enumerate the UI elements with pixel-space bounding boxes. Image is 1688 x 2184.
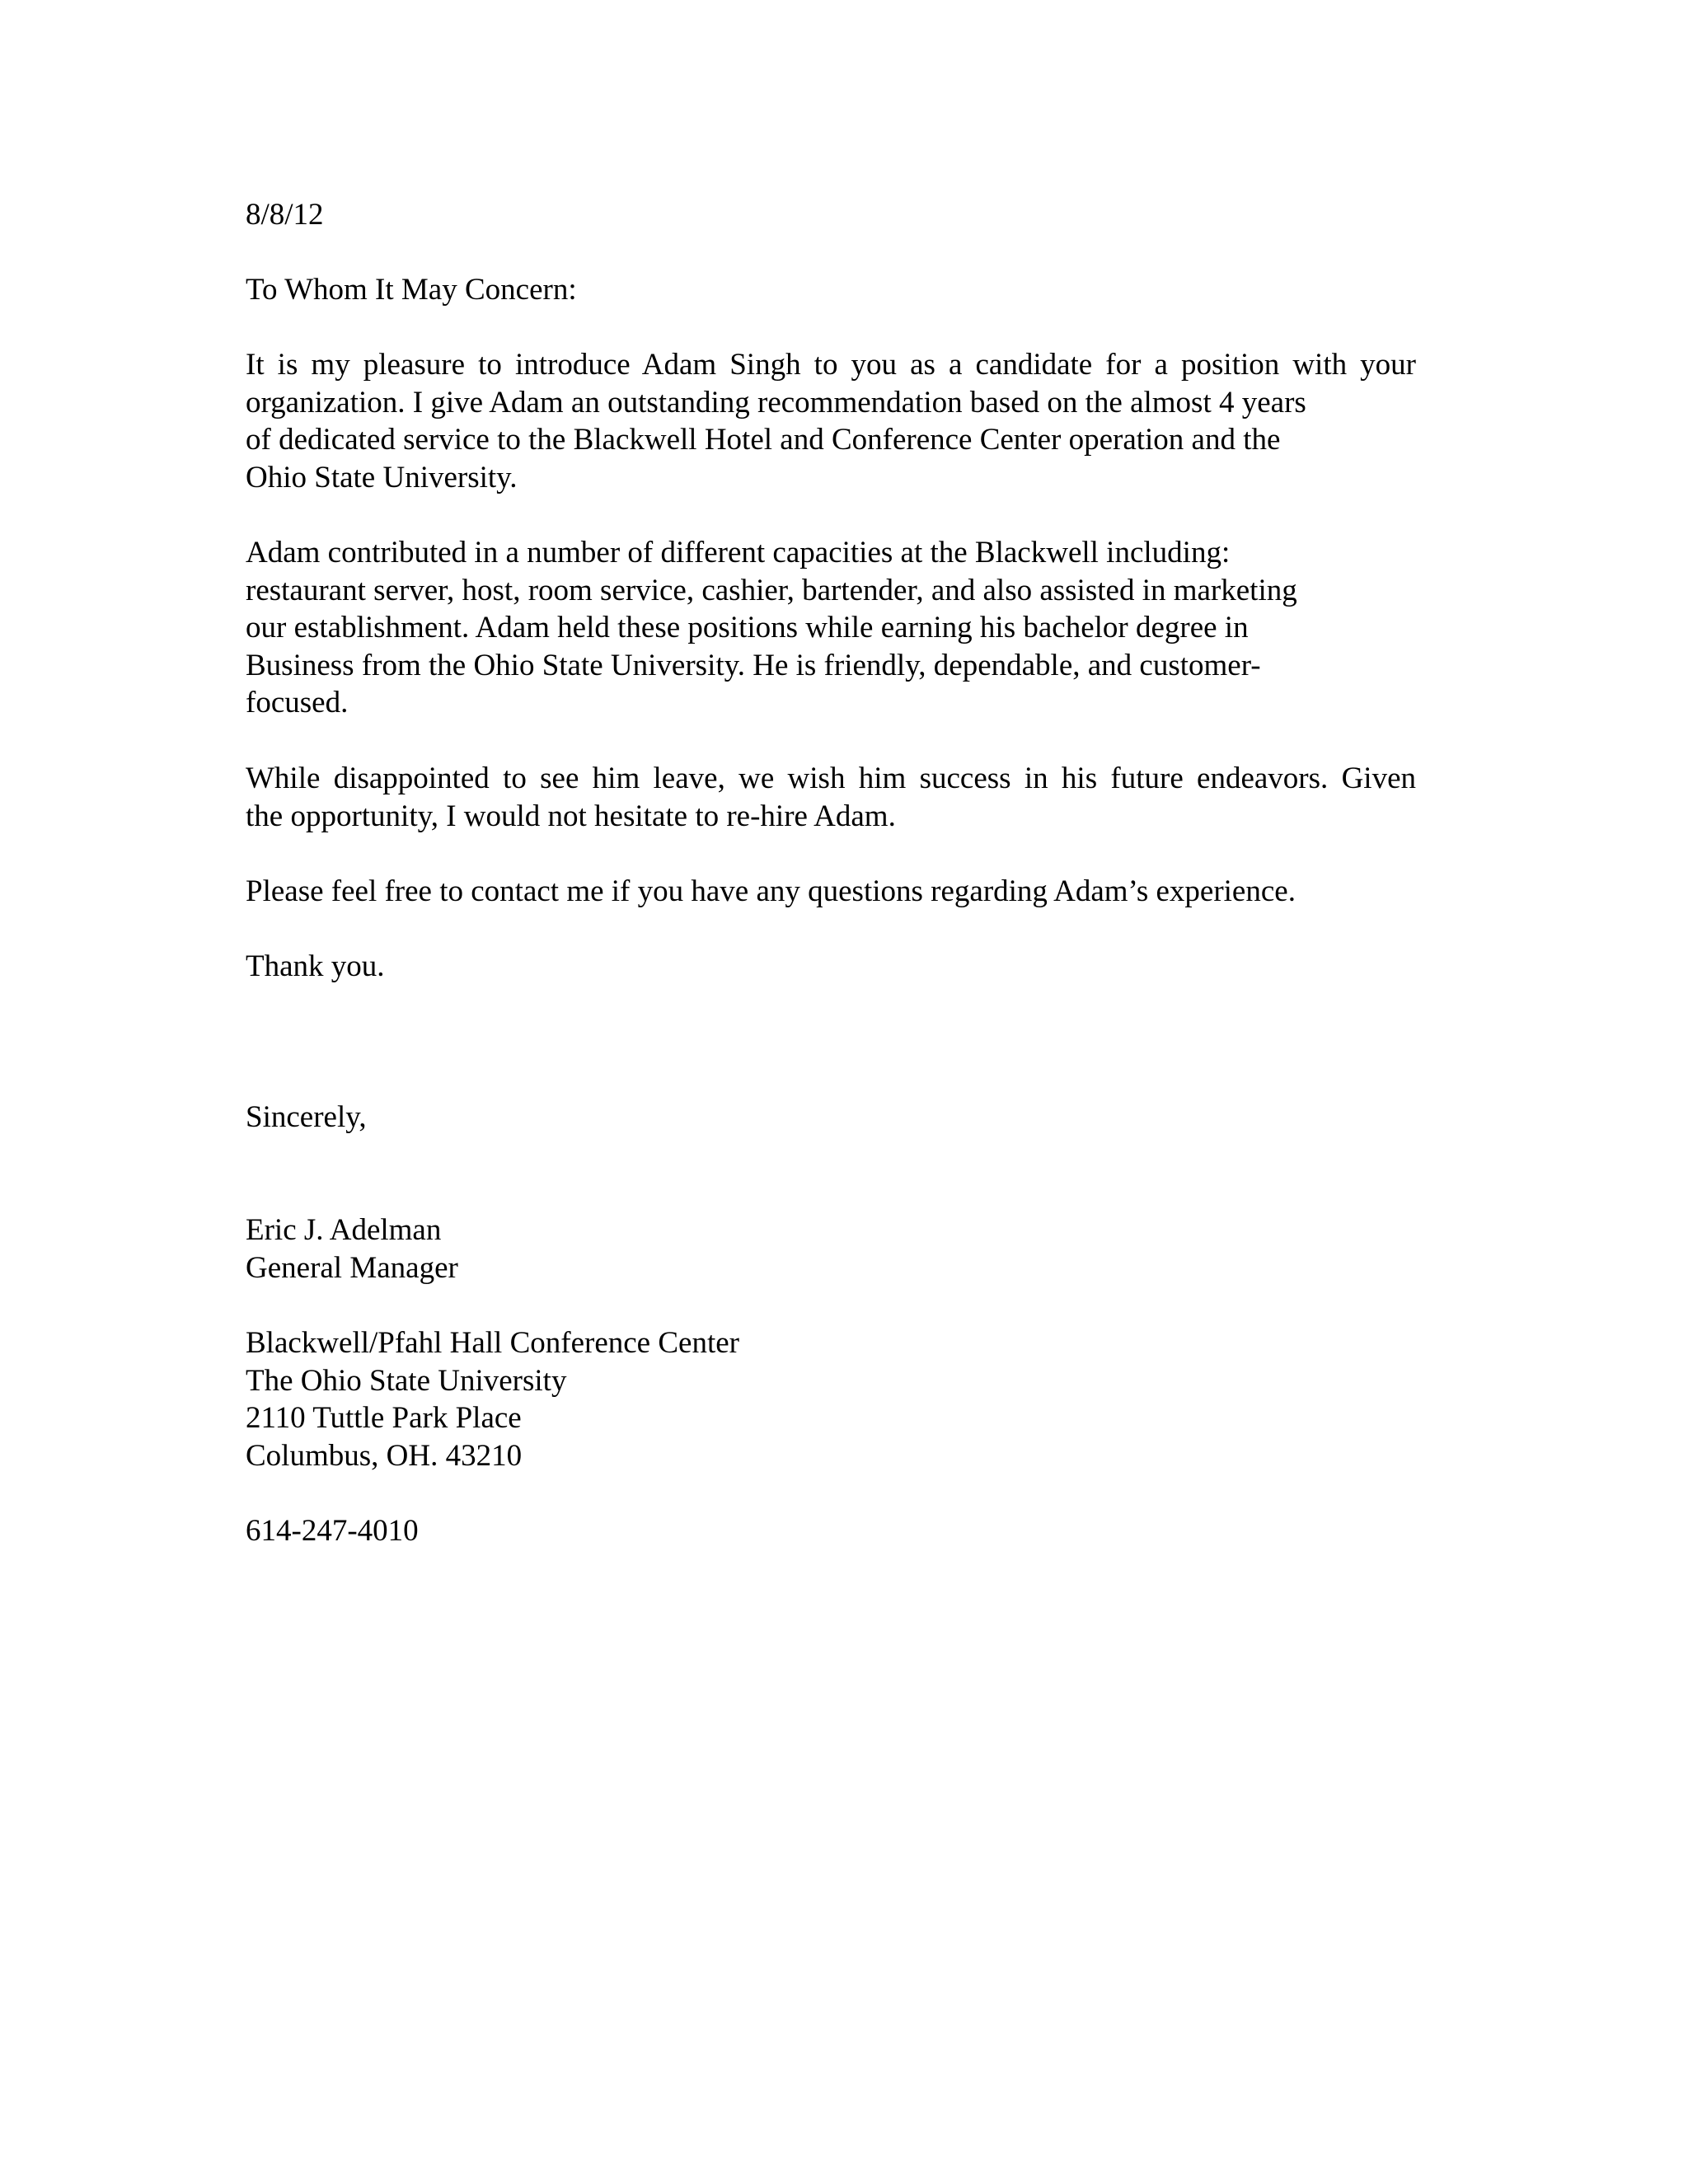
paragraph-line: Business from the Ohio State University. He is friendly, dependable, and customer- [246, 648, 1261, 682]
paragraph-contact [246, 873, 1296, 911]
paragraph-introduction [246, 346, 1416, 496]
paragraph-farewell [246, 760, 1416, 835]
address-block [246, 1324, 739, 1474]
paragraph-thanks [246, 948, 385, 986]
address-line: 2110 Tuttle Park Place [246, 1401, 522, 1435]
signature-block [246, 1212, 458, 1286]
paragraph-line: While disappointed to see him leave, we wish him success in his future endeavors. Given [246, 762, 1416, 795]
salutation [246, 271, 577, 309]
signer-title: General Manager [246, 1250, 458, 1285]
phone-block [246, 1512, 419, 1550]
paragraph-line: our establishment. Adam held these positions while earning his bachelor degree in [246, 611, 1249, 644]
signer-name: Eric J. Adelman [246, 1213, 442, 1247]
address-line: Blackwell/Pfahl Hall Conference Center [246, 1326, 739, 1360]
salutation-text: To Whom It May Concern: [246, 273, 577, 307]
paragraph-line: Adam contributed in a number of different capacities at the Blackwell including: [246, 536, 1231, 569]
address-line: The Ohio State University [246, 1363, 567, 1398]
paragraph-line: focused. [246, 686, 349, 719]
paragraph-line: of dedicated service to the Blackwell Hotel and Conference Center operation and the [246, 423, 1281, 457]
paragraph-line: restaurant server, host, room service, cashier, bartender, and also assisted in marketing [246, 573, 1297, 607]
paragraph-line: Ohio State University. [246, 460, 518, 494]
paragraph-line: It is my pleasure to introduce Adam Singh to you as a candidate for a position with your [246, 348, 1416, 382]
paragraph-line: Please feel free to contact me if you have any questions regarding Adam’s experience. [246, 874, 1296, 908]
letter-date [246, 196, 324, 234]
address-line: Columbus, OH. 43210 [246, 1438, 523, 1473]
date-text: 8/8/12 [246, 198, 324, 232]
closing [246, 1099, 367, 1137]
closing-text: Sincerely, [246, 1100, 367, 1134]
paragraph-line: the opportunity, I would not hesitate to re-hire Adam. [246, 799, 896, 833]
phone-number: 614-247-4010 [246, 1514, 419, 1548]
paragraph-line: Thank you. [246, 949, 385, 983]
paragraph-capacities [246, 534, 1297, 722]
paragraph-line: organization. I give Adam an outstanding recommendation based on the almost 4 years [246, 385, 1306, 419]
